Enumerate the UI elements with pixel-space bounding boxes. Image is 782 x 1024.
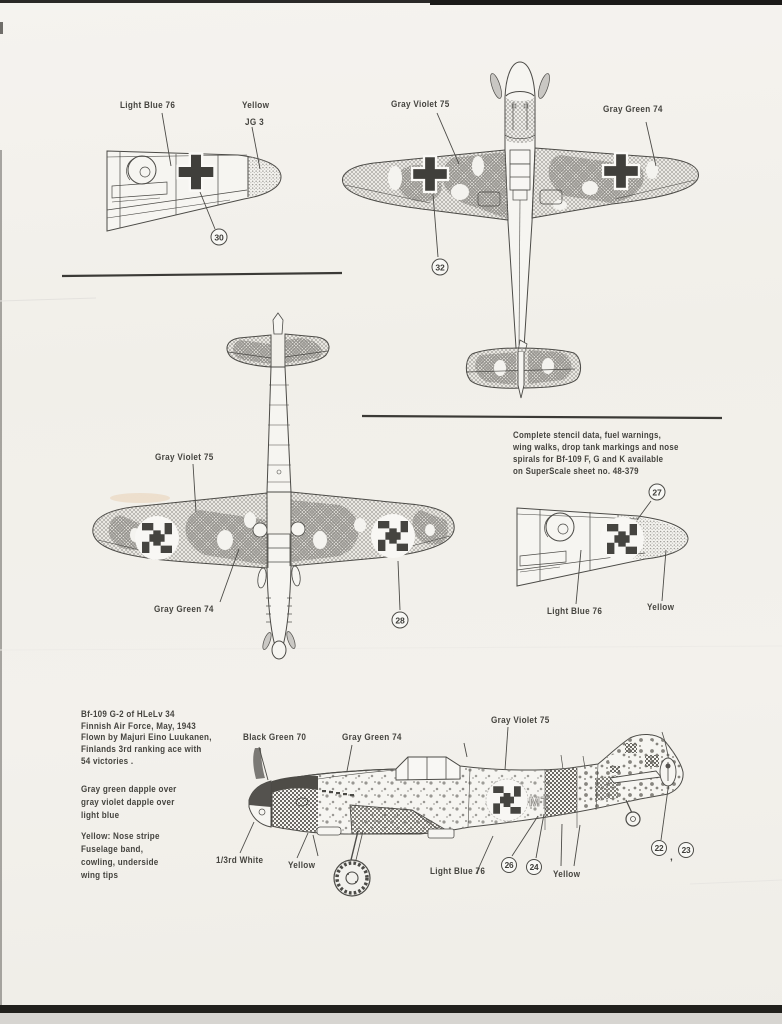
callout-26: 26 — [501, 857, 517, 873]
page-edge-left — [0, 22, 3, 1008]
yellow-note-line: Yellow: Nose stripe — [81, 831, 160, 842]
hakaristi-roundel — [486, 779, 528, 821]
label-gray-green-74-side: Gray Green 74 — [342, 732, 402, 743]
page-edge-top — [0, 0, 782, 5]
callout-30: 30 — [211, 229, 228, 246]
label-yellow-band: Yellow — [553, 869, 581, 880]
section-divider-right — [362, 416, 722, 418]
history-line: Finlands 3rd ranking ace with — [81, 744, 202, 756]
label-jg3: JG 3 — [245, 117, 264, 128]
camouflage-line: gray violet dapple over — [81, 797, 175, 809]
callout-28: 28 — [392, 612, 409, 629]
history-line: 54 victories . — [81, 755, 134, 767]
callout-24: 24 — [526, 859, 542, 875]
callout-23: 23 — [678, 842, 694, 858]
callout-27: 27 — [649, 484, 666, 501]
history-line: Finnish Air Force, May, 1943 — [81, 720, 196, 732]
stencil-availability-note — [513, 429, 679, 477]
yellow-note-line: cowling, underside — [81, 856, 159, 868]
hakaristi-roundel — [600, 517, 644, 561]
aircraft-history-note — [81, 709, 212, 768]
yellow-fuselage-band — [545, 765, 577, 832]
history-line: Flown by Majuri Eino Luukanen, — [81, 732, 212, 744]
yellow-note-line: Fuselage band, — [81, 843, 144, 855]
yellow-markings-note — [81, 831, 160, 883]
stencil-note-line: spirals for Bf-109 F, G and K available — [513, 453, 664, 464]
stencil-note-line: on SuperScale sheet no. 48-379 — [513, 465, 639, 476]
label-gray-green-74-top-finnish: Gray Green 74 — [154, 604, 214, 615]
label-gray-green-74-top-german: Gray Green 74 — [603, 104, 663, 115]
yellow-note-line: wing tips — [81, 869, 119, 881]
label-light-blue-76-tail-finnish: Light Blue 76 — [547, 606, 603, 617]
hakaristi-roundel — [135, 516, 179, 560]
label-gray-violet-75-top-finnish: Gray Violet 75 — [155, 452, 214, 463]
callout-32: 32 — [432, 259, 449, 276]
label-gray-violet-75-top-german: Gray Violet 75 — [391, 99, 450, 110]
label-yellow-nose: Yellow — [288, 860, 316, 871]
tail-emblem — [660, 758, 676, 786]
camouflage-line: light blue — [81, 810, 120, 822]
label-light-blue-76-jg3: Light Blue 76 — [120, 100, 176, 111]
tail-view-finnish-drawing — [517, 501, 688, 604]
stencil-note-line: Complete stencil data, fuel warnings, — [513, 429, 662, 440]
label-black-green-70: Black Green 70 — [243, 732, 307, 743]
page-edge-bottom — [0, 1005, 782, 1024]
history-line: Bf-109 G-2 of HLeLv 34 — [81, 709, 175, 720]
label-one-third-white: 1/3rd White — [216, 855, 264, 866]
hakaristi-roundel — [371, 514, 415, 558]
label-yellow-jg3: Yellow — [242, 100, 270, 111]
yellow-cowl-area — [272, 788, 318, 832]
label-gray-violet-75-side: Gray Violet 75 — [491, 715, 550, 726]
callout-separator: , — [670, 852, 673, 863]
camouflage-note — [81, 783, 177, 823]
label-yellow-tail-finnish: Yellow — [647, 602, 675, 613]
camouflage-line: Gray green dapple over — [81, 784, 177, 795]
section-divider-left — [62, 273, 342, 276]
main-wheel — [334, 860, 370, 896]
callout-22: 22 — [651, 840, 667, 856]
stencil-note-line: wing walks, drop tank markings and nose — [513, 441, 679, 452]
tail-view-jg3-drawing — [107, 113, 281, 231]
top-view-finnish-drawing — [93, 313, 454, 659]
fuselage-code-text: MT — [529, 794, 550, 809]
label-light-blue-76-side: Light Blue 76 — [430, 866, 486, 877]
